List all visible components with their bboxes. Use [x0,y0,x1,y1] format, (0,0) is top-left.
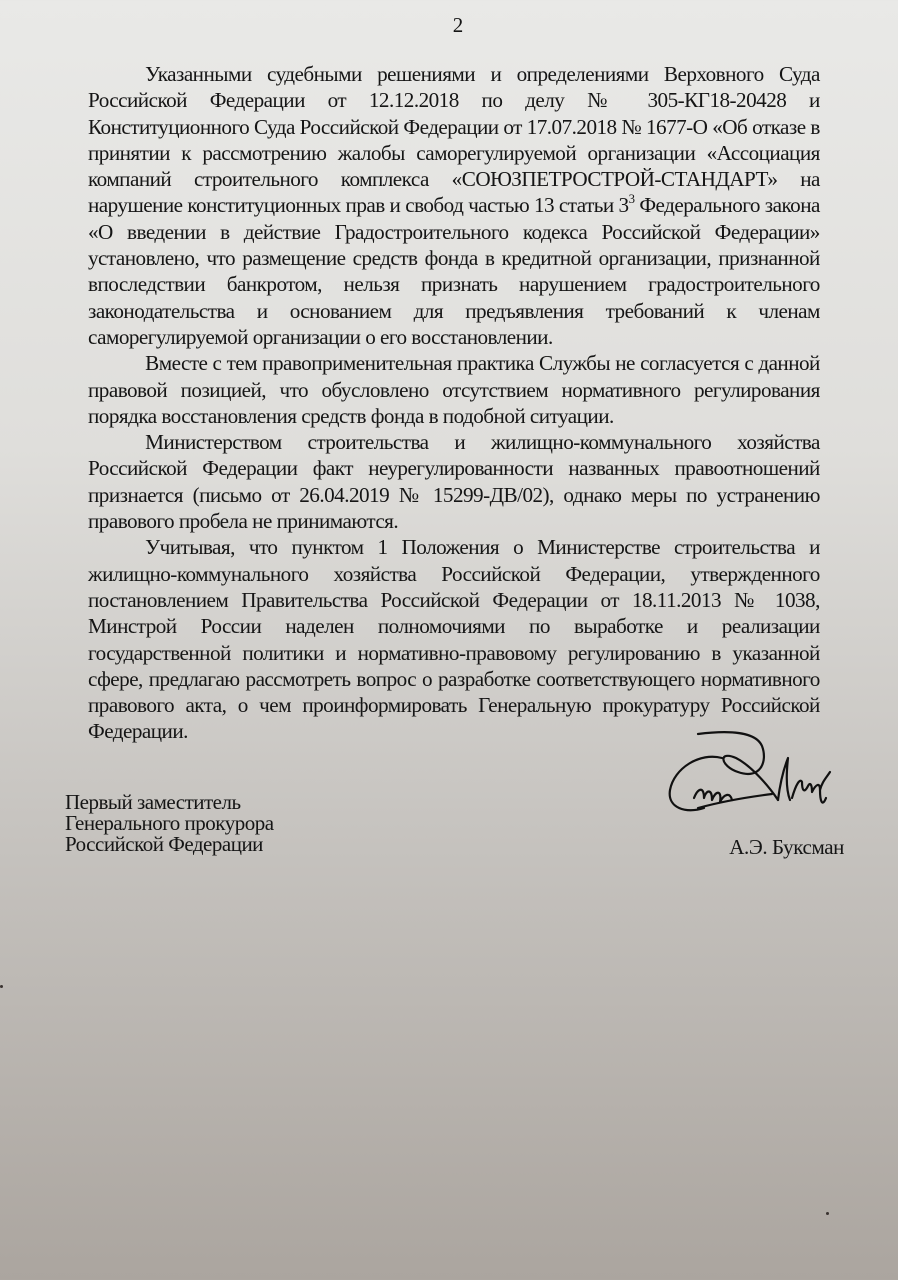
signatory-name: А.Э. Буксман [729,835,844,859]
paragraph-text: Указанными судебными решениями и определениями Верховного Суда Российской Федерации от 12.12.2018 по делу № 305-КГ18-20428 и Конституционного Суда Российской Федерации от 17.07.2018 № 1677-О «Об отказе в принятии к рассмотрению жалобы саморегулируемой организации «Ассоциация компаний строительного комплекса «СОЮЗПЕТРОСТРОЙ-СТАНДАРТ» на нарушение конституционных прав и свобод частью 13 статьи 3 [88,62,820,218]
signatory-title-line: Первый заместитель [65,790,241,814]
paragraph-service-practice: Вместе с тем правоприменительная практика Службы не согласуется с данной правовой позицией, что обусловлено отсутствием нормативного регулирования порядка восстановления средств фонда в подобной ситуации. [88,351,820,428]
paragraph-text: Федерального закона «О введении в действие Градостроительного кодекса Российской Федерации» установлено, что размещение средств фонда в кредитной организации, признанной впоследствии банкротом, нельзя признать нарушением градостроительного законодательства и основанием для предъявления требований к членам саморегулируемой организации о его восстановлении. [88,193,820,349]
signatory-title [65,792,274,855]
signatory-title-line: Генерального прокурора [65,811,274,835]
paper-speck [0,985,3,988]
paragraph-ministry-letter: Министерством строительства и жилищно-коммунального хозяйства Российской Федерации факт неурегулированности названных правоотношений признается (письмо от 26.04.2019 № 15299-ДВ/02), однако меры по устранению правового пробела не принимаются. [88,430,820,534]
superscript-article-number: 3 [628,191,635,207]
paragraph-proposal: Учитывая, что пунктом 1 Положения о Министерстве строительства и жилищно-коммунального хозяйства Российской Федерации, утвержденного постановлением Правительства Российской Федерации от 18.11.2013 № 1038, Минстрой России наделен полномочиями по выработке и реализации государственной политики и нормативно-правовому регулированию в указанной сфере, предлагаю рассмотреть вопрос о разработке соответствующего нормативного правового акта, о чем проинформировать Генеральную прокуратуру Российской Федерации. [88,535,820,744]
page-number: 2 [452,13,464,37]
handwritten-signature-icon [660,728,860,828]
letter-body [88,61,820,745]
paragraph-court-decisions [88,61,820,350]
paper-speck [826,1212,829,1215]
signatory-title-line: Российской Федерации [65,832,263,856]
